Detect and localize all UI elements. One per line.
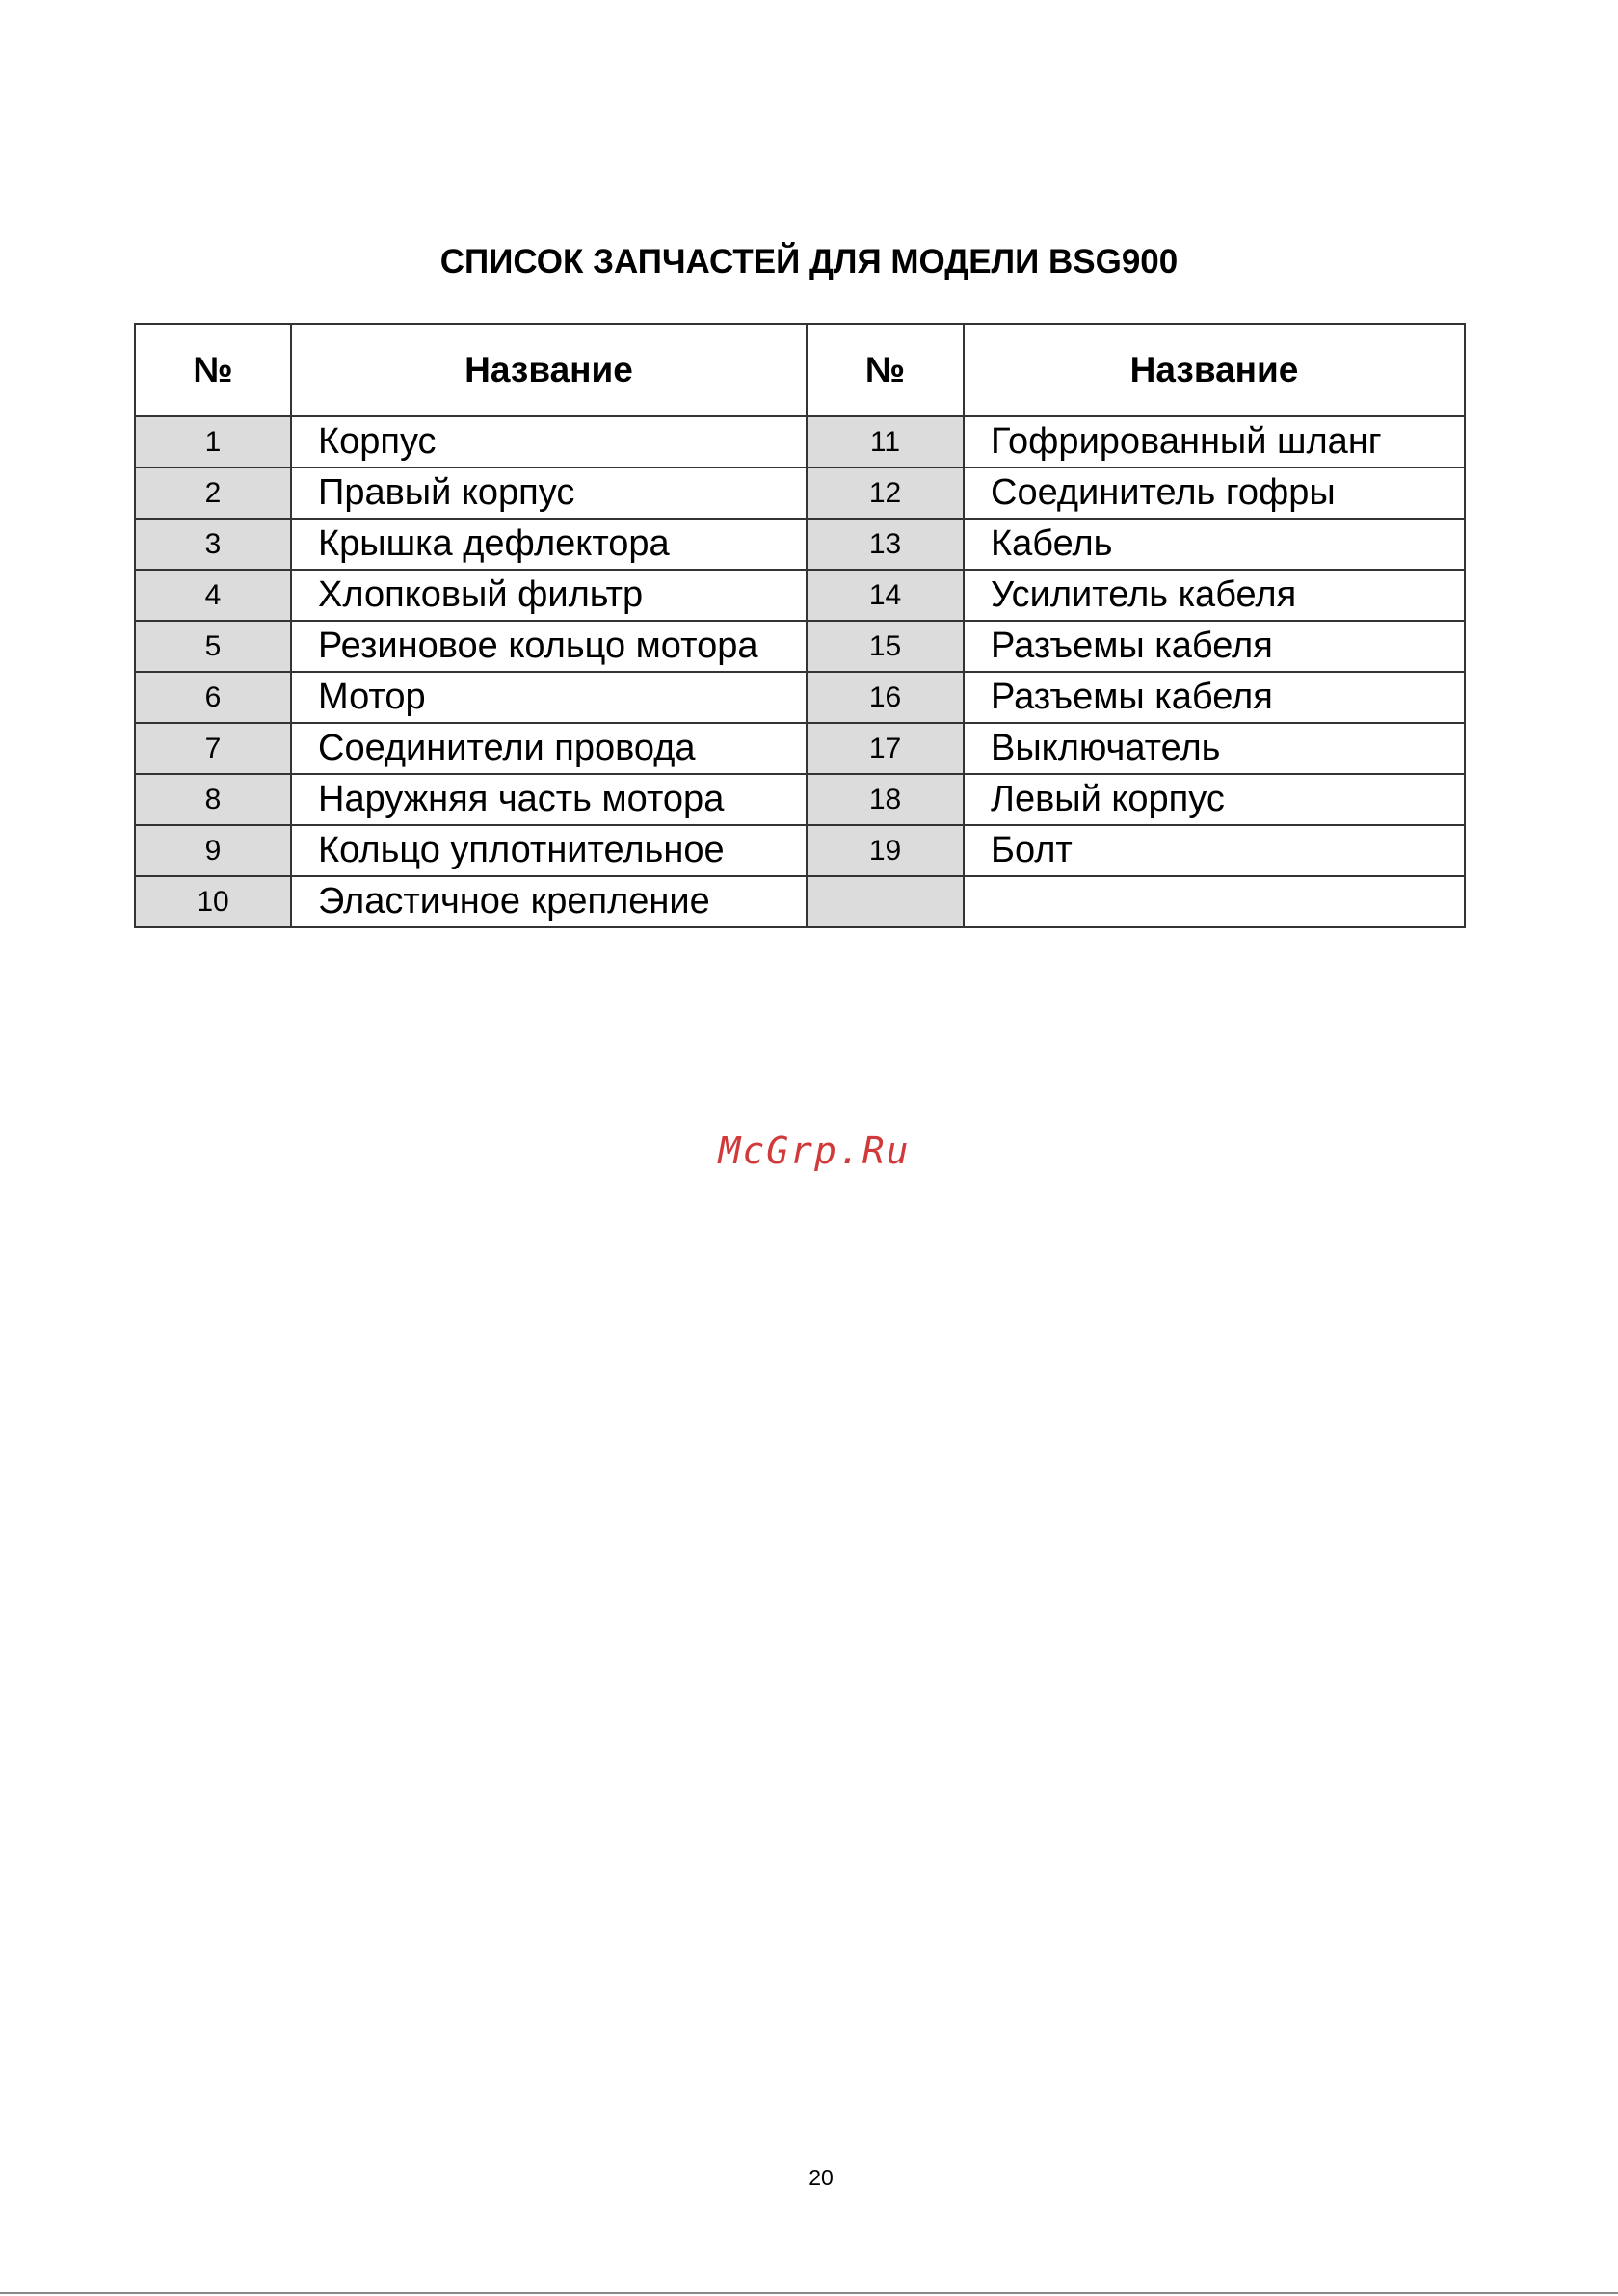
part-number: 2 (135, 467, 291, 519)
part-name: Хлопковый фильтр (291, 570, 807, 621)
part-number: 5 (135, 621, 291, 672)
parts-table (134, 323, 1466, 928)
part-number: 3 (135, 519, 291, 570)
table-row (135, 621, 1465, 672)
table-row (135, 519, 1465, 570)
part-name: Разъемы кабеля (964, 672, 1465, 723)
page-number: 20 (809, 2165, 834, 2190)
part-name: Разъемы кабеля (964, 621, 1465, 672)
part-name: Кольцо уплотнительное (291, 825, 807, 876)
part-number: 9 (135, 825, 291, 876)
part-name: Эластичное крепление (291, 876, 807, 927)
part-name: Мотор (291, 672, 807, 723)
header-number-left: № (135, 324, 291, 416)
table-header-row (135, 324, 1465, 416)
part-number: 13 (807, 519, 964, 570)
table-row (135, 570, 1465, 621)
part-name: Кабель (964, 519, 1465, 570)
part-number: 19 (807, 825, 964, 876)
table-row (135, 825, 1465, 876)
table-row (135, 723, 1465, 774)
part-number: 8 (135, 774, 291, 825)
part-number: 14 (807, 570, 964, 621)
part-name: Усилитель кабеля (964, 570, 1465, 621)
part-name: Резиновое кольцо мотора (291, 621, 807, 672)
part-name: Правый корпус (291, 467, 807, 519)
part-name: Наружняя часть мотора (291, 774, 807, 825)
header-number-right: № (807, 324, 964, 416)
part-number: 15 (807, 621, 964, 672)
part-number: 4 (135, 570, 291, 621)
bottom-divider (0, 2292, 1618, 2294)
part-name: Гофрированный шланг (964, 416, 1465, 467)
part-number: 12 (807, 467, 964, 519)
part-number: 1 (135, 416, 291, 467)
table-row (135, 467, 1465, 519)
table-row (135, 672, 1465, 723)
table-row (135, 774, 1465, 825)
table-row (135, 876, 1465, 927)
part-number: 7 (135, 723, 291, 774)
part-name-empty (964, 876, 1465, 927)
header-name-left: Название (291, 324, 807, 416)
part-number: 18 (807, 774, 964, 825)
part-number: 6 (135, 672, 291, 723)
part-name: Соединители провода (291, 723, 807, 774)
part-number-empty (807, 876, 964, 927)
part-name: Болт (964, 825, 1465, 876)
part-name: Соединитель гофры (964, 467, 1465, 519)
page-title: СПИСОК ЗАПЧАСТЕЙ ДЛЯ МОДЕЛИ BSG900 (439, 243, 1179, 280)
watermark: McGrp.Ru (718, 1130, 911, 1172)
part-number: 16 (807, 672, 964, 723)
part-number: 17 (807, 723, 964, 774)
part-name: Корпус (291, 416, 807, 467)
table-row (135, 416, 1465, 467)
header-name-right: Название (964, 324, 1465, 416)
part-name: Левый корпус (964, 774, 1465, 825)
part-number: 11 (807, 416, 964, 467)
part-number: 10 (135, 876, 291, 927)
part-name: Крышка дефлектора (291, 519, 807, 570)
part-name: Выключатель (964, 723, 1465, 774)
